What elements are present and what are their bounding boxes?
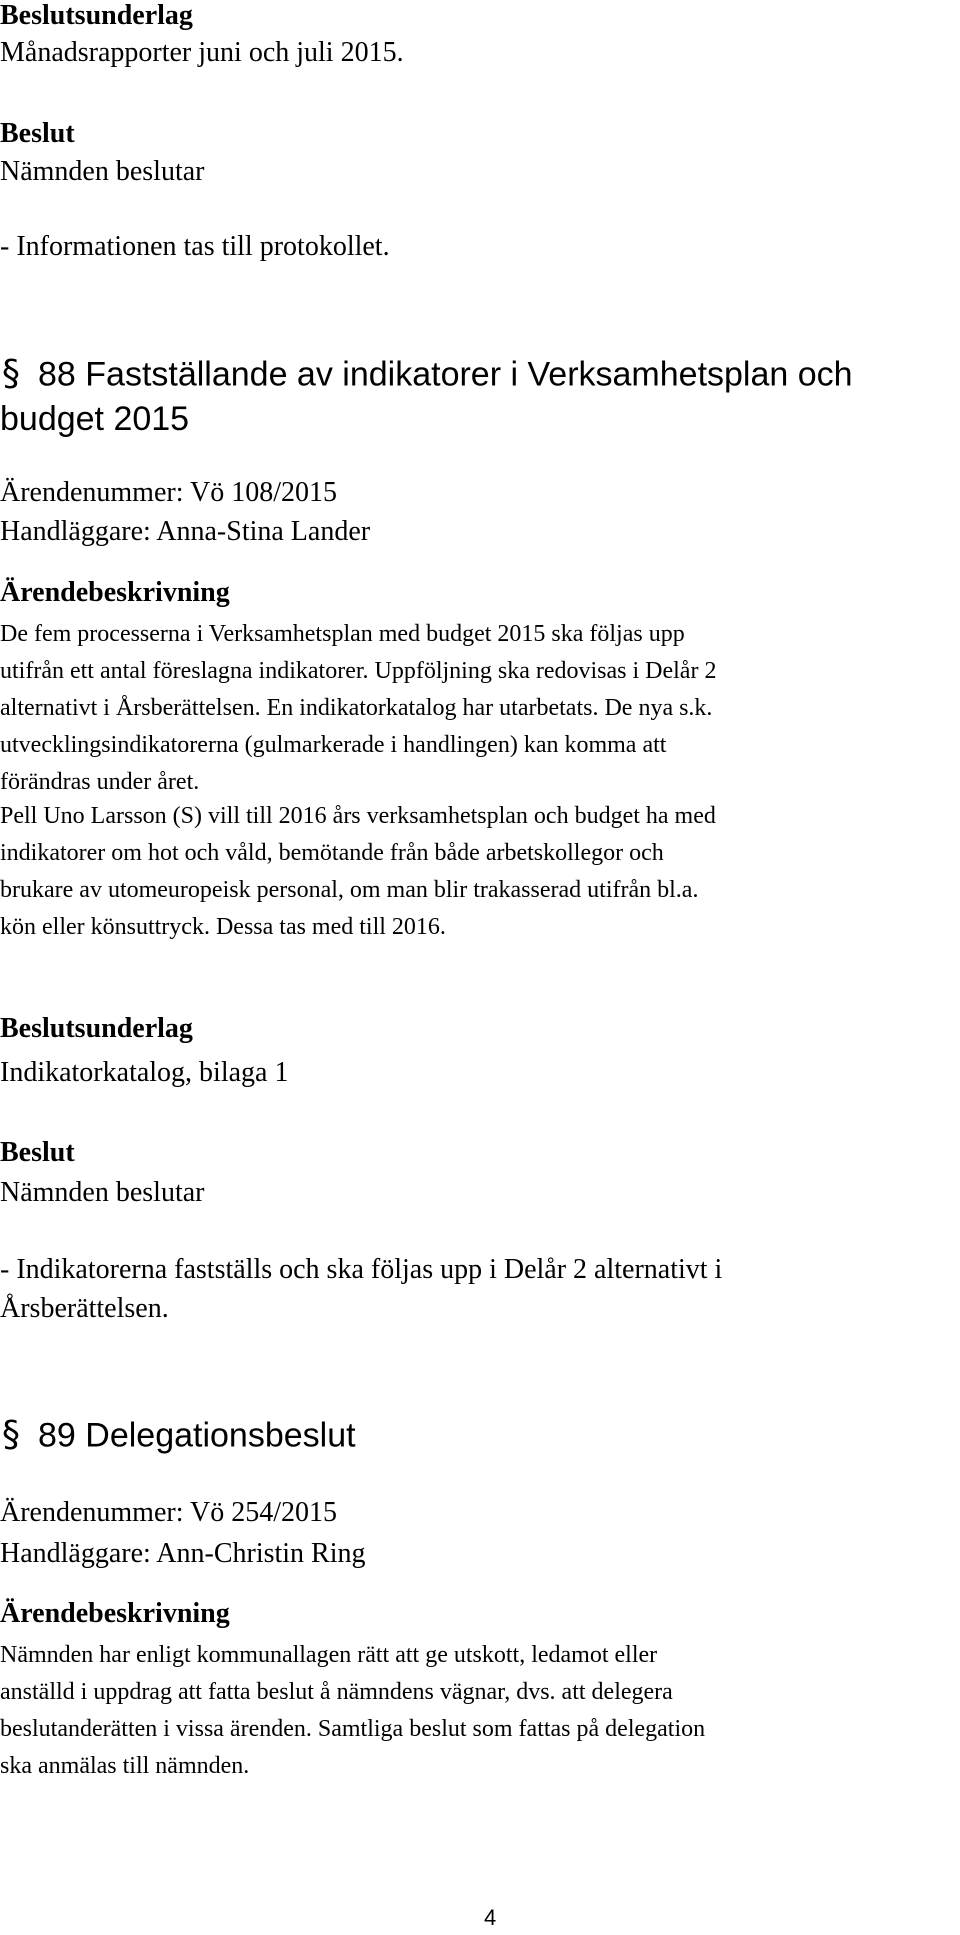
- section-88-underlag-heading: Beslutsunderlag: [0, 1013, 193, 1044]
- beslut-item: - Informationen tas till protokollet.: [0, 231, 390, 262]
- section-88-pell-paragraph: [0, 798, 955, 946]
- svg-text:§: §: [2, 1414, 20, 1453]
- section-89-beskrivning-line: ska anmälas till nämnden.: [0, 1753, 250, 1779]
- section-88-beskrivning-line: förändras under året.: [0, 769, 200, 795]
- section-89-beskrivning-line: Nämnden har enligt kommunallagen rätt att ge utskott, ledamot eller: [0, 1642, 658, 1668]
- paragraph-sign-icon: [0, 1413, 28, 1462]
- beslutsunderlag-heading: Beslutsunderlag: [0, 0, 193, 31]
- section-88-beskrivning-line: De fem processerna i Verksamhetsplan med budget 2015 ska följas upp: [0, 621, 685, 647]
- section-88-beskrivning-line: alternativt i Årsberättelsen. En indikatorkatalog har utarbetats. De nya s.k.: [0, 695, 713, 721]
- section-88-arendenummer: Ärendenummer: Vö 108/2015: [0, 477, 337, 508]
- beslut-heading: Beslut: [0, 118, 75, 149]
- section-89-beskrivning-heading: Ärendebeskrivning: [0, 1598, 230, 1629]
- section-88-pell-line: kön eller könsuttryck. Dessa tas med till 2016.: [0, 914, 446, 940]
- section-88-beskrivning-line: utvecklingsindikatorerna (gulmarkerade i handlingen) kan komma att: [0, 732, 667, 758]
- section-89-title: [0, 1413, 356, 1462]
- section-88-title: [0, 352, 853, 401]
- beslut-intro: Nämnden beslutar: [0, 156, 205, 187]
- section-88-beskrivning-heading: Ärendebeskrivning: [0, 577, 230, 608]
- section-89-arendenummer: Ärendenummer: Vö 254/2015: [0, 1497, 337, 1528]
- section-88-pell-line: Pell Uno Larsson (S) vill till 2016 års verksamhetsplan och budget ha med: [0, 803, 716, 829]
- section-88-pell-line: brukare av utomeuropeisk personal, om man blir trakasserad utifrån bl.a.: [0, 877, 699, 903]
- section-88-beskrivning: [0, 616, 955, 801]
- section-88-handlaggare: Handläggare: Anna-Stina Lander: [0, 516, 371, 547]
- section-88-beslut-intro: Nämnden beslutar: [0, 1177, 205, 1208]
- section-88-pell-line: indikatorer om hot och våld, bemötande från både arbetskollegor och: [0, 840, 664, 866]
- svg-text:§: §: [2, 353, 20, 392]
- section-89-title-text: 89 Delegationsbeslut: [38, 1416, 356, 1455]
- section-89-beskrivning-line: anställd i uppdrag att fatta beslut å nämndens vägnar, dvs. att delegera: [0, 1679, 673, 1705]
- section-88-title-line2: budget 2015: [0, 400, 190, 438]
- section-89-beskrivning: [0, 1637, 955, 1785]
- beslutsunderlag-text: Månadsrapporter juni och juli 2015.: [0, 37, 404, 68]
- paragraph-sign-icon: [0, 352, 28, 401]
- section-89-handlaggare: Handläggare: Ann-Christin Ring: [0, 1538, 366, 1569]
- page-number: 4: [484, 1905, 497, 1930]
- section-88-beslut-heading: Beslut: [0, 1137, 75, 1168]
- section-88-beslut-line1: - Indikatorerna fastställs och ska följas upp i Delår 2 alternativt i: [0, 1254, 723, 1285]
- section-89-beskrivning-line: beslutanderätten i vissa ärenden. Samtliga beslut som fattas på delegation: [0, 1716, 706, 1742]
- section-88-title-line1: 88 Fastställande av indikatorer i Verksamhetsplan och: [38, 355, 853, 394]
- section-88-underlag-text: Indikatorkatalog, bilaga 1: [0, 1057, 289, 1088]
- section-88-beskrivning-line: utifrån ett antal föreslagna indikatorer. Uppföljning ska redovisas i Delår 2: [0, 658, 717, 684]
- section-88-beslut-line2: Årsberättelsen.: [0, 1293, 169, 1324]
